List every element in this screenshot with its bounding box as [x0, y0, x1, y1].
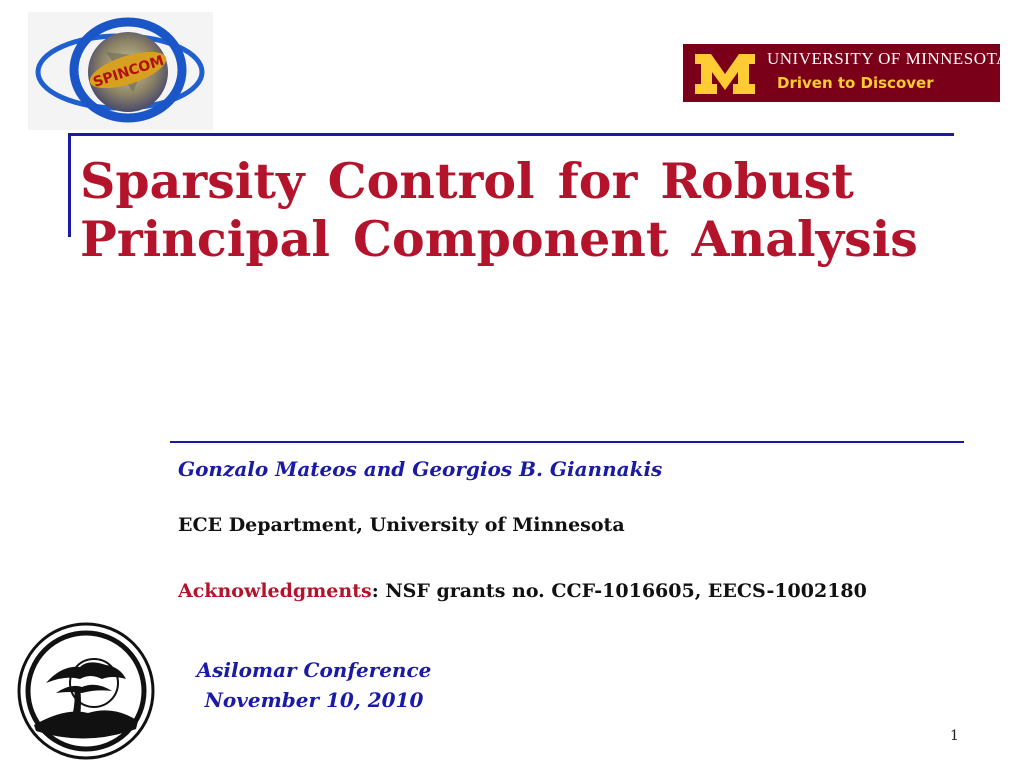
- acknowledgments-text: : NSF grants no. CCF-1016605, EECS-1002180: [371, 580, 867, 602]
- slide-title-line-1: Sparsity Control for Robust: [80, 152, 854, 210]
- spincom-logo: [28, 12, 213, 130]
- author-rule: [170, 441, 964, 443]
- umn-tagline: Driven to Discover: [777, 74, 934, 92]
- acknowledgments-label: Acknowledgments: [178, 580, 372, 602]
- slide-title-line-2: Principal Component Analysis: [80, 210, 918, 268]
- asilomar-logo: [16, 621, 156, 761]
- title-rule-left: [68, 133, 71, 237]
- authors: Gonzalo Mateos and Georgios B. Giannakis: [178, 457, 663, 481]
- umn-university-text: UNIVERSITY OF MINNESOTA: [767, 49, 1009, 68]
- spincom-wordmark: SPINCOM: [91, 52, 166, 91]
- department: ECE Department, University of Minnesota: [178, 514, 625, 536]
- conference-info: [178, 655, 450, 715]
- title-rule-top: [68, 133, 954, 136]
- page-number: 1: [950, 728, 959, 744]
- umn-m-icon: [693, 50, 757, 96]
- conference-name: Asilomar Conference: [196, 658, 432, 682]
- acknowledgments: [178, 580, 867, 602]
- conference-date: November 10, 2010: [204, 688, 424, 712]
- umn-logo: [683, 44, 1009, 102]
- slide-title: [80, 152, 918, 268]
